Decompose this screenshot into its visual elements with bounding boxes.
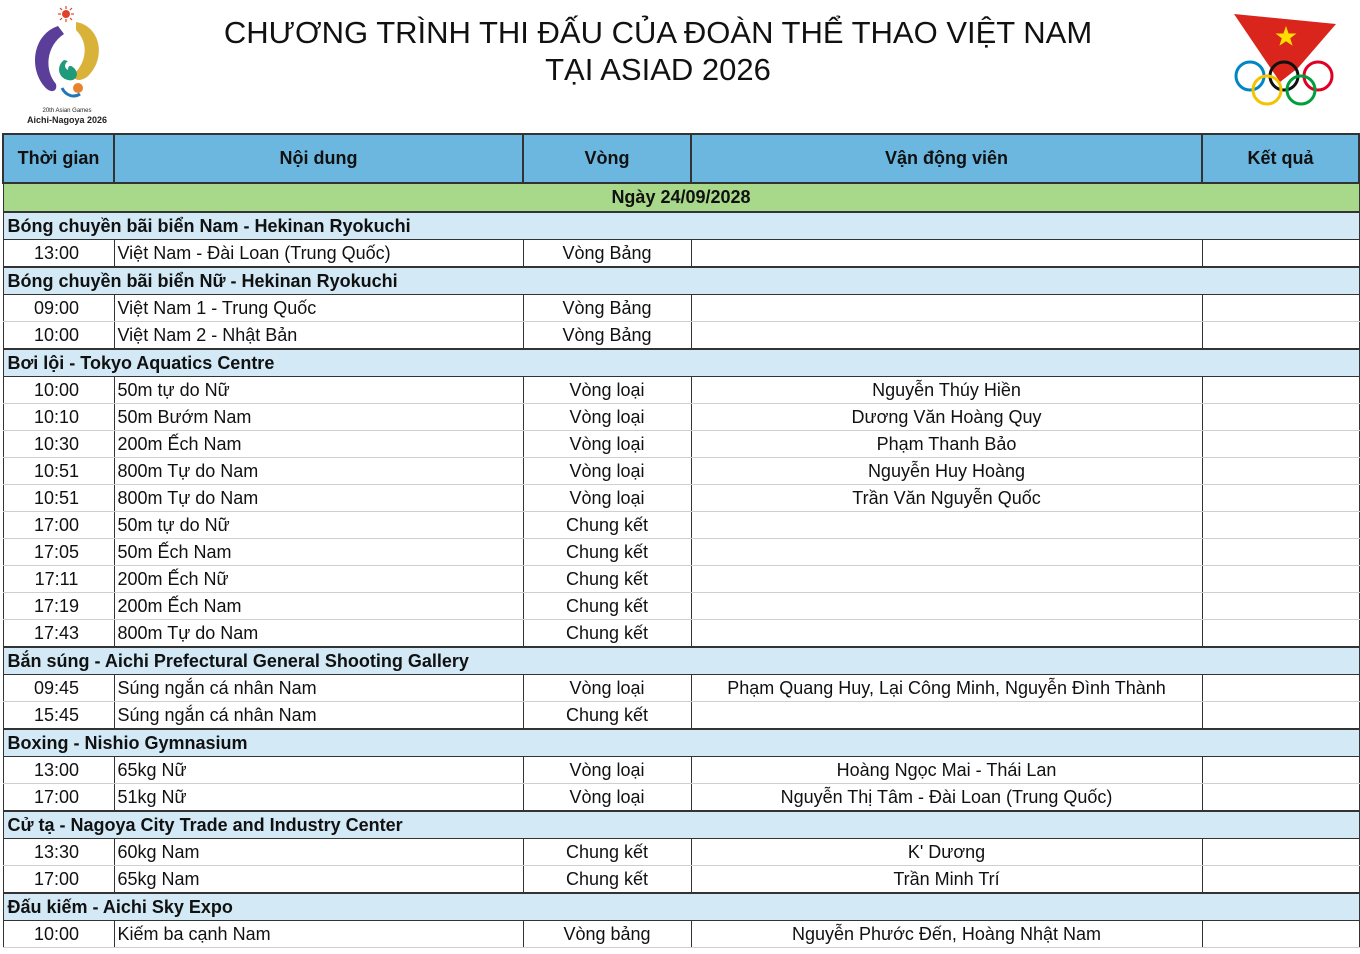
logo-caption-small: 20th Asian Games	[42, 108, 92, 114]
time-cell: 10:00	[3, 921, 114, 948]
table-row	[3, 404, 1359, 431]
athlete-cell: Nguyễn Thúy Hiền	[691, 377, 1202, 404]
result-cell	[1202, 839, 1359, 866]
round-cell: Vòng loại	[523, 431, 691, 458]
event-cell: 800m Tự do Nam	[114, 620, 523, 648]
round-cell: Chung kết	[523, 593, 691, 620]
time-cell: 13:30	[3, 839, 114, 866]
table-row	[3, 921, 1359, 948]
athlete-cell	[691, 295, 1202, 322]
time-cell: 10:10	[3, 404, 114, 431]
table-row	[3, 377, 1359, 404]
athlete-cell: K' Dương	[691, 839, 1202, 866]
athlete-cell	[691, 593, 1202, 620]
section-header-row	[3, 212, 1359, 240]
round-cell: Chung kết	[523, 839, 691, 866]
event-cell: 51kg Nữ	[114, 784, 523, 812]
table-row	[3, 593, 1359, 620]
athlete-cell	[691, 620, 1202, 648]
athlete-cell	[691, 512, 1202, 539]
logo-caption: Aichi-Nagoya 2026	[26, 115, 108, 125]
result-cell	[1202, 322, 1359, 350]
athlete-cell: Phạm Thanh Bảo	[691, 431, 1202, 458]
event-cell: Việt Nam 2 - Nhật Bản	[114, 322, 523, 350]
section-header-row	[3, 811, 1359, 839]
result-cell	[1202, 377, 1359, 404]
table-row	[3, 485, 1359, 512]
athlete-cell: Nguyễn Phước Đến, Hoàng Nhật Nam	[691, 921, 1202, 948]
column-header-time: Thời gian	[3, 134, 114, 183]
result-cell	[1202, 566, 1359, 593]
section-title: Boxing - Nishio Gymnasium	[3, 729, 1359, 757]
table-header-row	[3, 134, 1359, 183]
event-cell: Súng ngắn cá nhân Nam	[114, 675, 523, 702]
round-cell: Chung kết	[523, 566, 691, 593]
schedule-table	[2, 133, 1360, 948]
table-row	[3, 322, 1359, 350]
athlete-cell	[691, 566, 1202, 593]
result-cell	[1202, 512, 1359, 539]
section-title: Bắn súng - Aichi Prefectural General Shooting Gallery	[3, 647, 1359, 675]
round-cell: Vòng loại	[523, 458, 691, 485]
table-row	[3, 512, 1359, 539]
result-cell	[1202, 593, 1359, 620]
round-cell: Vòng Bảng	[523, 295, 691, 322]
result-cell	[1202, 404, 1359, 431]
table-row	[3, 866, 1359, 894]
time-cell: 10:00	[3, 377, 114, 404]
result-cell	[1202, 784, 1359, 812]
athlete-cell: Trần Minh Trí	[691, 866, 1202, 894]
asian-games-logo-icon	[14, 4, 120, 128]
section-title: Bơi lội - Tokyo Aquatics Centre	[3, 349, 1359, 377]
event-cell: 800m Tự do Nam	[114, 485, 523, 512]
time-cell: 17:00	[3, 866, 114, 894]
time-cell: 17:43	[3, 620, 114, 648]
result-cell	[1202, 757, 1359, 784]
time-cell: 17:00	[3, 512, 114, 539]
round-cell: Vòng loại	[523, 784, 691, 812]
section-title: Bóng chuyền bãi biển Nam - Hekinan Ryokuchi	[3, 212, 1359, 240]
result-cell	[1202, 866, 1359, 894]
section-title: Bóng chuyền bãi biển Nữ - Hekinan Ryokuchi	[3, 267, 1359, 295]
section-title: Cử tạ - Nagoya City Trade and Industry Center	[3, 811, 1359, 839]
result-cell	[1202, 485, 1359, 512]
time-cell: 13:00	[3, 757, 114, 784]
time-cell: 15:45	[3, 702, 114, 730]
round-cell: Chung kết	[523, 539, 691, 566]
time-cell: 10:30	[3, 431, 114, 458]
event-cell: 200m Ếch Nữ	[114, 566, 523, 593]
event-cell: 200m Ếch Nam	[114, 593, 523, 620]
time-cell: 17:00	[3, 784, 114, 812]
round-cell: Vòng Bảng	[523, 322, 691, 350]
table-row	[3, 620, 1359, 648]
section-header-row	[3, 647, 1359, 675]
round-cell: Vòng loại	[523, 675, 691, 702]
athlete-cell: Dương Văn Hoàng Quy	[691, 404, 1202, 431]
event-cell: 200m Ếch Nam	[114, 431, 523, 458]
result-cell	[1202, 431, 1359, 458]
event-cell: 65kg Nam	[114, 866, 523, 894]
event-cell: 800m Tự do Nam	[114, 458, 523, 485]
time-cell: 17:11	[3, 566, 114, 593]
section-header-row	[3, 893, 1359, 921]
athlete-cell	[691, 322, 1202, 350]
table-row	[3, 675, 1359, 702]
table-row	[3, 566, 1359, 593]
athlete-cell: Hoàng Ngọc Mai - Thái Lan	[691, 757, 1202, 784]
round-cell: Chung kết	[523, 620, 691, 648]
result-cell	[1202, 921, 1359, 948]
round-cell: Vòng bảng	[523, 921, 691, 948]
athlete-cell: Nguyễn Thị Tâm - Đài Loan (Trung Quốc)	[691, 784, 1202, 812]
time-cell: 09:00	[3, 295, 114, 322]
title-line-1: CHƯƠNG TRÌNH THI ĐẤU CỦA ĐOÀN THỂ THAO VIỆT NAM	[223, 15, 1093, 50]
athlete-cell	[691, 702, 1202, 730]
athlete-cell	[691, 240, 1202, 268]
table-row	[3, 839, 1359, 866]
column-header-result: Kết quả	[1202, 134, 1359, 183]
page-title	[180, 14, 1136, 88]
time-cell: 13:00	[3, 240, 114, 268]
day-row	[3, 183, 1359, 212]
table-row	[3, 431, 1359, 458]
table-row	[3, 757, 1359, 784]
result-cell	[1202, 702, 1359, 730]
round-cell: Vòng loại	[523, 485, 691, 512]
round-cell: Chung kết	[523, 512, 691, 539]
table-row	[3, 458, 1359, 485]
round-cell: Vòng loại	[523, 404, 691, 431]
result-cell	[1202, 458, 1359, 485]
time-cell: 10:00	[3, 322, 114, 350]
time-cell: 10:51	[3, 458, 114, 485]
event-cell: 60kg Nam	[114, 839, 523, 866]
event-cell: Việt Nam 1 - Trung Quốc	[114, 295, 523, 322]
round-cell: Vòng loại	[523, 377, 691, 404]
event-cell: 50m tự do Nữ	[114, 512, 523, 539]
event-cell: 50m Bướm Nam	[114, 404, 523, 431]
section-header-row	[3, 349, 1359, 377]
athlete-cell	[691, 539, 1202, 566]
result-cell	[1202, 675, 1359, 702]
column-header-event: Nội dung	[114, 134, 523, 183]
vietnam-olympic-committee-logo-icon	[1228, 10, 1340, 110]
schedule-body	[3, 183, 1359, 948]
section-header-row	[3, 729, 1359, 757]
table-row	[3, 539, 1359, 566]
athlete-cell: Trần Văn Nguyễn Quốc	[691, 485, 1202, 512]
result-cell	[1202, 240, 1359, 268]
event-cell: Súng ngắn cá nhân Nam	[114, 702, 523, 730]
day-label: Ngày 24/09/2028	[3, 183, 1359, 212]
round-cell: Chung kết	[523, 702, 691, 730]
round-cell: Vòng Bảng	[523, 240, 691, 268]
result-cell	[1202, 539, 1359, 566]
section-title: Đấu kiếm - Aichi Sky Expo	[3, 893, 1359, 921]
event-cell: Việt Nam - Đài Loan (Trung Quốc)	[114, 240, 523, 268]
time-cell: 17:05	[3, 539, 114, 566]
result-cell	[1202, 620, 1359, 648]
time-cell: 10:51	[3, 485, 114, 512]
section-header-row	[3, 267, 1359, 295]
round-cell: Chung kết	[523, 866, 691, 894]
event-cell: 50m tự do Nữ	[114, 377, 523, 404]
table-row	[3, 240, 1359, 268]
round-cell: Vòng loại	[523, 757, 691, 784]
time-cell: 17:19	[3, 593, 114, 620]
table-row	[3, 702, 1359, 730]
column-header-round: Vòng	[523, 134, 691, 183]
athlete-cell: Nguyễn Huy Hoàng	[691, 458, 1202, 485]
column-header-athlete: Vận động viên	[691, 134, 1202, 183]
table-row	[3, 784, 1359, 812]
result-cell	[1202, 295, 1359, 322]
event-cell: 50m Ếch Nam	[114, 539, 523, 566]
event-cell: Kiếm ba cạnh Nam	[114, 921, 523, 948]
event-cell: 65kg Nữ	[114, 757, 523, 784]
table-row	[3, 295, 1359, 322]
page-header	[0, 0, 1360, 133]
title-line-2: TẠI ASIAD 2026	[545, 52, 771, 87]
athlete-cell: Phạm Quang Huy, Lại Công Minh, Nguyễn Đình Thành	[691, 675, 1202, 702]
time-cell: 09:45	[3, 675, 114, 702]
